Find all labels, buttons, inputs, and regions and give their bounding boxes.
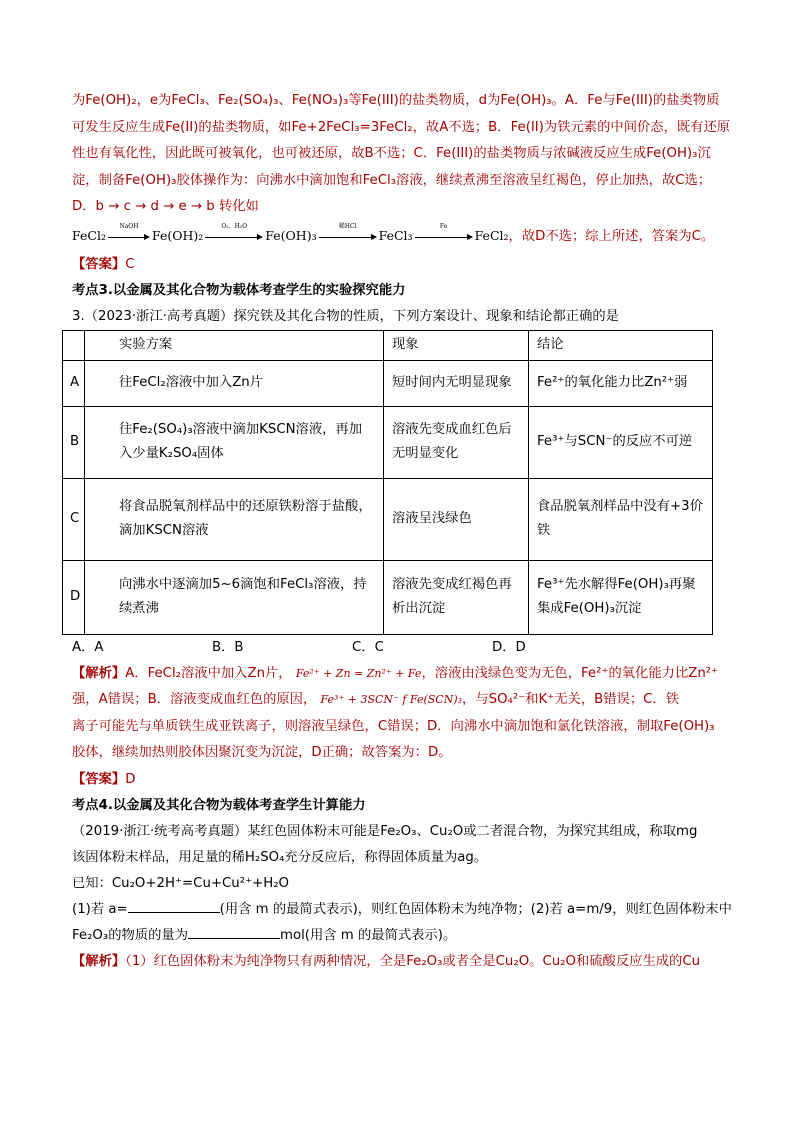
table-header-row [63,330,713,360]
answer-blank-2[interactable] [188,924,280,939]
question-4-line-1: （2019·浙江·统考高考真题）某红色固体粉末可能是Fe₂O₃、Cu₂O或二者混合物，为探究其组成，称取mg [72,823,698,839]
answer-1 [72,252,732,278]
question-4-part-2 [72,923,732,949]
table-cell: C [63,478,85,560]
experiment-table [62,330,713,635]
table-cell: Fe³⁺先水解得Fe(OH)₃再聚集成Fe(OH)₃沉淀 [529,560,713,634]
answer-tag: 【答案】 [72,256,126,272]
table-header-cell: 实验方案 [85,330,384,360]
equation-2: Fe³⁺ + 3SCN⁻ f Fe(SCN)₃ [320,693,463,706]
table-header-cell: 现象 [384,330,529,360]
question-text: (用含 m 的最简式表示)，则红色固体粉末为纯净物；(2)若 a=m/9，则红色固体粉末中 [219,901,732,917]
kaodian-3-heading: 考点3.以金属及其化合物为载体考查学生的实验探究能力 [72,282,406,298]
table-cell: 食品脱氧剂样品中没有+3价铁 [529,478,713,560]
reaction-chain [72,223,732,250]
reaction-reagent-4: Fe [439,223,448,230]
table-cell: Fe²⁺的氧化能力比Zn²⁺弱 [529,360,713,406]
table-row [63,406,713,478]
reaction-arrow-4 [415,223,473,241]
analysis-text: 离子可能先与单质铁生成亚铁离子，则溶液呈绿色，C错误；D．向沸水中滴加饱和氯化铁溶液，制取Fe(OH)₃ [72,718,715,734]
answer-value: D [125,771,136,787]
reaction-species-5: FeCl₂ [474,227,509,243]
table-cell: 短时间内无明显现象 [384,360,529,406]
reaction-reagent-3: 稀HCl [338,223,357,230]
table-cell: B [63,406,85,478]
analysis-text: 胶体，继续加热则胶体因聚沉变为沉淀，D正确；故答案为：D。 [72,745,452,760]
analysis-tag: 【解析】 [72,665,126,681]
question-3-stem: 3.（2023·浙江·高考真题）探究铁及其化合物的性质，下列方案设计、现象和结论都正确的是 [72,308,619,324]
option-d[interactable]: D．D [492,639,526,655]
table-cell: 溶液先变成红褐色再析出沉淀 [384,560,529,634]
answer-2 [72,767,732,793]
table-cell: 溶液先变成血红色后无明显变化 [384,406,529,478]
option-b[interactable]: B．B [212,639,244,655]
reaction-species-2: Fe(OH)₂ [151,227,204,243]
question-text: Fe₂O₃的物质的量为 [72,927,189,943]
analysis-text: （1）红色固体粉末为纯净物只有两种情况，全是Fe₂O₃或者全是Cu₂O。Cu₂O和硫酸反应生成的Cu [125,953,701,969]
table-cell: 往Fe₂(SO₄)₃溶液中滴加KSCN溶液，再加入少量K₂SO₄固体 [85,406,384,478]
option-a[interactable]: A．A [72,639,104,655]
table-cell: A [63,360,85,406]
reaction-reagent-2: O₂、H₂O [221,223,248,230]
analysis-2 [72,661,732,767]
reaction-arrow-2 [205,223,263,241]
table-cell: 将食品脱氧剂样品中的还原铁粉溶于盐酸，滴加KSCN溶液 [85,478,384,560]
answer-value: C [125,256,135,272]
question-4-part-1 [72,897,732,923]
option-c[interactable]: C．C [352,639,384,655]
reaction-arrow-1 [108,223,150,241]
analysis-text: 强，A错误；B．溶液变成血红色的原因， [72,692,317,707]
question-4-line-2: 该固体粉末样品，用足量的稀H₂SO₄充分反应后，称得固体质量为ag。 [72,849,488,865]
table-cell: 向沸水中逐滴加5~6滴饱和FeCl₃溶液，持续煮沸 [85,560,384,634]
reaction-species-3: Fe(OH)₃ [265,227,317,243]
analysis-tag: 【解析】 [72,953,126,969]
table-row [63,478,713,560]
reaction-arrow-3 [319,223,377,241]
reaction-species-4: FeCl₃ [378,227,413,243]
table-cell: D [63,560,85,634]
answer-tag: 【答案】 [72,771,126,787]
analysis-text: A．FeCl₂溶液中加入Zn片， [125,665,292,681]
kaodian-4-heading: 考点4.以金属及其化合物为载体考查学生计算能力 [72,797,366,813]
reaction-species-1: FeCl₂ [72,227,106,243]
reaction-reagent-1: NaOH [119,223,139,230]
question-text: mol(用含 m 的最简式表示)。 [280,927,457,943]
table-row [63,560,713,634]
analysis-text: ，与SO₄²⁻和K⁺无关，B错误；C．铁 [462,692,680,707]
table-header-cell [63,330,85,360]
reaction-tail: ，故D不选；综上所述，答案为C。 [508,228,715,244]
answer-blank-1[interactable] [128,898,220,913]
question-text: (1)若 a= [72,901,128,917]
table-cell: 溶液呈浅绿色 [384,478,529,560]
table-cell: 往FeCl₂溶液中加入Zn片 [85,360,384,406]
table-header-cell: 结论 [529,330,713,360]
equation-1: Fe²⁺ + Zn = Zn²⁺ + Fe [295,666,422,680]
question-4-known: 已知：Cu₂O+2H⁺=Cu+Cu²⁺+H₂O [72,875,290,891]
analysis-3 [72,949,732,975]
options-row [72,635,732,661]
table-cell: Fe³⁺与SCN⁻的反应不可逆 [529,406,713,478]
analysis-text: ，溶液由浅绿色变为无色，Fe²⁺的氧化能力比Zn²⁺ [421,665,719,681]
document-page [72,88,732,975]
solution-continuation: 为Fe(OH)₂，e为FeCl₃、Fe₂(SO₄)₃、Fe(NO₃)₃等Fe(III)的盐类物质，d为Fe(OH)₃。A．Fe与Fe(III)的盐类物质可发生反应生成Fe(II)的盐类物质，如Fe+2FeCl₃=3FeCl₂，故A不选；B．Fe(II)为铁元素的中间价态，既有还原性也有氧化性，因此既可被氧化，也可被还原，故B不选；C．Fe(III)的盐类物质与浓碱液反应生成Fe(OH)₃沉淀，制备Fe(OH)₃胶体操作为：向沸水中滴加饱和FeCl₃溶液，继续煮沸至溶液呈红褐色，停止加热，故C选；D．b → c → d → e → b 转化如 [72,93,731,214]
table-row [63,360,713,406]
